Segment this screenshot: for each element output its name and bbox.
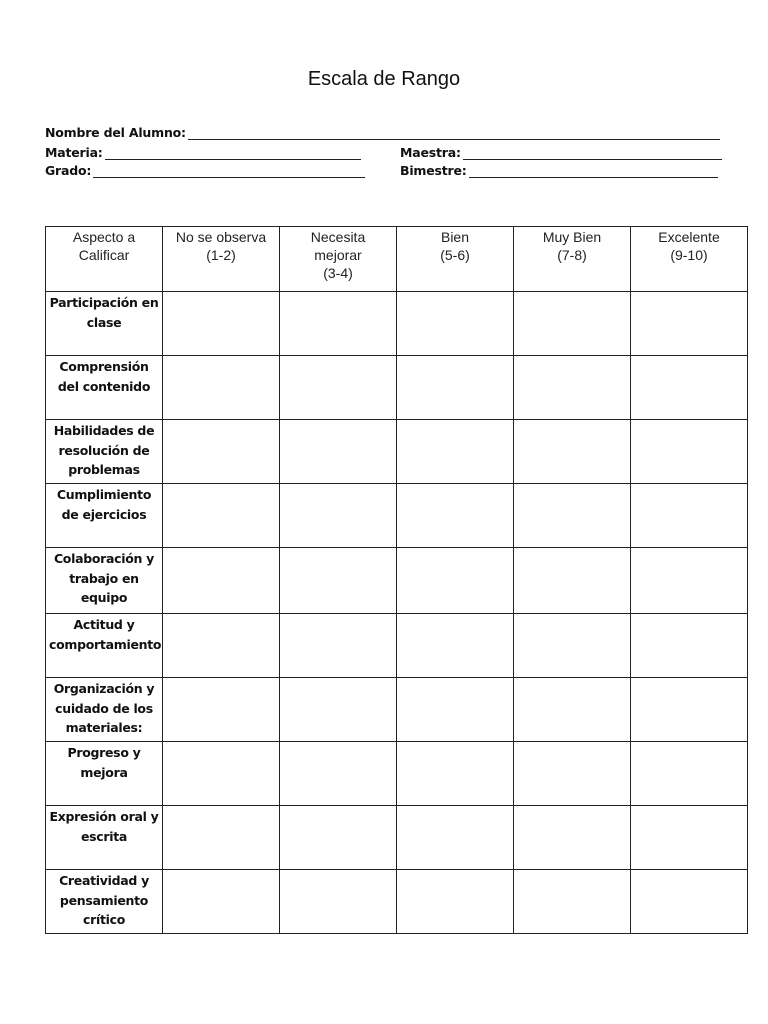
aspect-label-line: Organización y bbox=[53, 681, 155, 696]
rating-cell[interactable] bbox=[163, 420, 280, 484]
rating-cell[interactable] bbox=[163, 292, 280, 356]
student-name-line[interactable] bbox=[188, 127, 720, 140]
header-excelente bbox=[631, 227, 748, 292]
rating-cell[interactable] bbox=[397, 356, 514, 420]
rating-cell[interactable] bbox=[163, 548, 280, 614]
rating-cell[interactable] bbox=[280, 292, 397, 356]
rating-cell[interactable] bbox=[397, 614, 514, 678]
table-row bbox=[46, 292, 748, 356]
rating-cell[interactable] bbox=[280, 870, 397, 934]
rating-cell[interactable] bbox=[514, 292, 631, 356]
aspect-label bbox=[46, 356, 163, 420]
aspect-label-line: Progreso y bbox=[67, 745, 141, 760]
rating-cell[interactable] bbox=[397, 742, 514, 806]
rating-cell[interactable] bbox=[163, 806, 280, 870]
header-aspect bbox=[46, 227, 163, 292]
page-title: Escala de Rango bbox=[307, 68, 461, 90]
teacher-field[interactable] bbox=[400, 144, 722, 160]
aspect-label-line: Comprensión bbox=[59, 359, 149, 374]
column-header-line: (7-8) bbox=[557, 247, 587, 263]
table-row bbox=[46, 806, 748, 870]
rating-cell[interactable] bbox=[514, 484, 631, 548]
rating-cell[interactable] bbox=[163, 870, 280, 934]
aspect-label-line: trabajo en bbox=[69, 570, 139, 586]
aspect-label-line: del contenido bbox=[57, 378, 151, 394]
aspect-label-line: Expresión oral y bbox=[49, 809, 159, 824]
rating-cell[interactable] bbox=[397, 548, 514, 614]
rating-cell[interactable] bbox=[514, 870, 631, 934]
aspect-label bbox=[46, 870, 163, 934]
subject-label: Materia: bbox=[45, 145, 103, 160]
table-row bbox=[46, 548, 748, 614]
rating-cell[interactable] bbox=[631, 356, 748, 420]
aspect-label-line: Creatividad y bbox=[59, 873, 149, 888]
rating-cell[interactable] bbox=[514, 420, 631, 484]
aspect-label bbox=[46, 292, 163, 356]
table-row bbox=[46, 742, 748, 806]
table-row bbox=[46, 420, 748, 484]
rating-cell[interactable] bbox=[631, 742, 748, 806]
rating-cell[interactable] bbox=[631, 806, 748, 870]
aspect-label bbox=[46, 484, 163, 548]
column-header-line: (9-10) bbox=[670, 247, 708, 263]
header-row bbox=[46, 227, 748, 292]
column-header-line: (5-6) bbox=[440, 247, 470, 263]
rating-cell[interactable] bbox=[397, 870, 514, 934]
column-header-line: Muy Bien bbox=[542, 229, 602, 245]
rating-cell[interactable] bbox=[163, 742, 280, 806]
period-field[interactable] bbox=[400, 162, 718, 178]
aspect-label-line: pensamiento bbox=[59, 892, 149, 908]
period-label: Bimestre: bbox=[400, 163, 467, 178]
subject-field[interactable] bbox=[45, 144, 361, 160]
header-bien bbox=[397, 227, 514, 292]
table-row bbox=[46, 870, 748, 934]
grade-line[interactable] bbox=[93, 165, 365, 178]
aspect-label-line: mejora bbox=[80, 764, 128, 780]
teacher-label: Maestra: bbox=[400, 145, 461, 160]
aspect-label-line: Actitud y bbox=[73, 617, 135, 632]
table-row bbox=[46, 356, 748, 420]
aspect-label bbox=[46, 678, 163, 742]
rating-cell[interactable] bbox=[280, 678, 397, 742]
rating-cell[interactable] bbox=[514, 742, 631, 806]
aspect-label-line: Participación en bbox=[49, 295, 159, 310]
rating-cell[interactable] bbox=[397, 678, 514, 742]
column-header-line: Bien bbox=[440, 229, 470, 245]
aspect-label-line: Cumplimiento bbox=[56, 487, 152, 502]
rating-cell[interactable] bbox=[514, 614, 631, 678]
aspect-label bbox=[46, 806, 163, 870]
aspect-label-line: Habilidades de bbox=[53, 423, 155, 438]
table-row bbox=[46, 614, 748, 678]
rating-cell[interactable] bbox=[631, 614, 748, 678]
rating-cell[interactable] bbox=[631, 420, 748, 484]
subject-line[interactable] bbox=[105, 147, 361, 160]
aspect-label-line: crítico bbox=[82, 912, 126, 927]
rating-cell[interactable] bbox=[280, 548, 397, 614]
rating-cell[interactable] bbox=[397, 420, 514, 484]
aspect-label-line: problemas bbox=[68, 462, 140, 477]
grade-label: Grado: bbox=[45, 163, 92, 178]
aspect-label-line: materiales: bbox=[65, 720, 143, 735]
aspect-label-line: clase bbox=[86, 314, 122, 330]
table-row bbox=[46, 484, 748, 548]
rating-cell[interactable] bbox=[280, 420, 397, 484]
teacher-line[interactable] bbox=[463, 147, 722, 160]
aspect-label-line: equipo bbox=[80, 590, 128, 605]
aspect-label-line: escrita bbox=[80, 828, 128, 844]
aspect-label-line: cuidado de los bbox=[55, 700, 153, 716]
rating-cell[interactable] bbox=[280, 484, 397, 548]
period-line[interactable] bbox=[469, 165, 718, 178]
aspect-label-line: resolución de bbox=[58, 442, 150, 458]
column-header-line: No se observa bbox=[175, 229, 267, 245]
student-name-field[interactable] bbox=[45, 124, 720, 140]
column-header-line: (3-4) bbox=[323, 265, 353, 281]
student-name-label: Nombre del Alumno: bbox=[45, 125, 186, 140]
rating-cell[interactable] bbox=[280, 614, 397, 678]
column-header-line: Necesita bbox=[310, 229, 366, 245]
column-header-line: mejorar bbox=[314, 247, 362, 263]
rating-cell[interactable] bbox=[397, 292, 514, 356]
rating-cell[interactable] bbox=[163, 678, 280, 742]
rating-cell[interactable] bbox=[631, 292, 748, 356]
aspect-label bbox=[46, 420, 163, 484]
header-muy-bien bbox=[514, 227, 631, 292]
rating-cell[interactable] bbox=[631, 484, 748, 548]
rating-cell[interactable] bbox=[280, 742, 397, 806]
rating-cell[interactable] bbox=[163, 356, 280, 420]
rating-cell[interactable] bbox=[397, 806, 514, 870]
rating-cell[interactable] bbox=[397, 484, 514, 548]
aspect-label bbox=[46, 614, 163, 678]
rating-cell[interactable] bbox=[514, 548, 631, 614]
table-row bbox=[46, 678, 748, 742]
rating-cell[interactable] bbox=[631, 870, 748, 934]
rating-cell[interactable] bbox=[280, 356, 397, 420]
grade-field[interactable] bbox=[45, 162, 365, 178]
rating-cell[interactable] bbox=[514, 678, 631, 742]
column-header-line: Excelente bbox=[658, 229, 720, 245]
column-header-line: Aspecto a bbox=[72, 229, 136, 245]
rating-cell[interactable] bbox=[280, 806, 397, 870]
header-no-se-observa bbox=[163, 227, 280, 292]
aspect-label-line: Colaboración y bbox=[53, 551, 155, 566]
rating-cell[interactable] bbox=[514, 356, 631, 420]
aspect-label-line: de ejercicios bbox=[61, 506, 147, 522]
rating-cell[interactable] bbox=[163, 484, 280, 548]
rating-scale-table bbox=[45, 226, 748, 934]
aspect-label bbox=[46, 548, 163, 614]
rating-cell[interactable] bbox=[514, 806, 631, 870]
rating-cell[interactable] bbox=[631, 548, 748, 614]
aspect-label-line: comportamiento bbox=[49, 636, 162, 652]
header-necesita-mejorar bbox=[280, 227, 397, 292]
aspect-label bbox=[46, 742, 163, 806]
column-header-line: Calificar bbox=[78, 247, 130, 263]
column-header-line: (1-2) bbox=[206, 247, 236, 263]
rating-cell[interactable] bbox=[163, 614, 280, 678]
rating-cell[interactable] bbox=[631, 678, 748, 742]
